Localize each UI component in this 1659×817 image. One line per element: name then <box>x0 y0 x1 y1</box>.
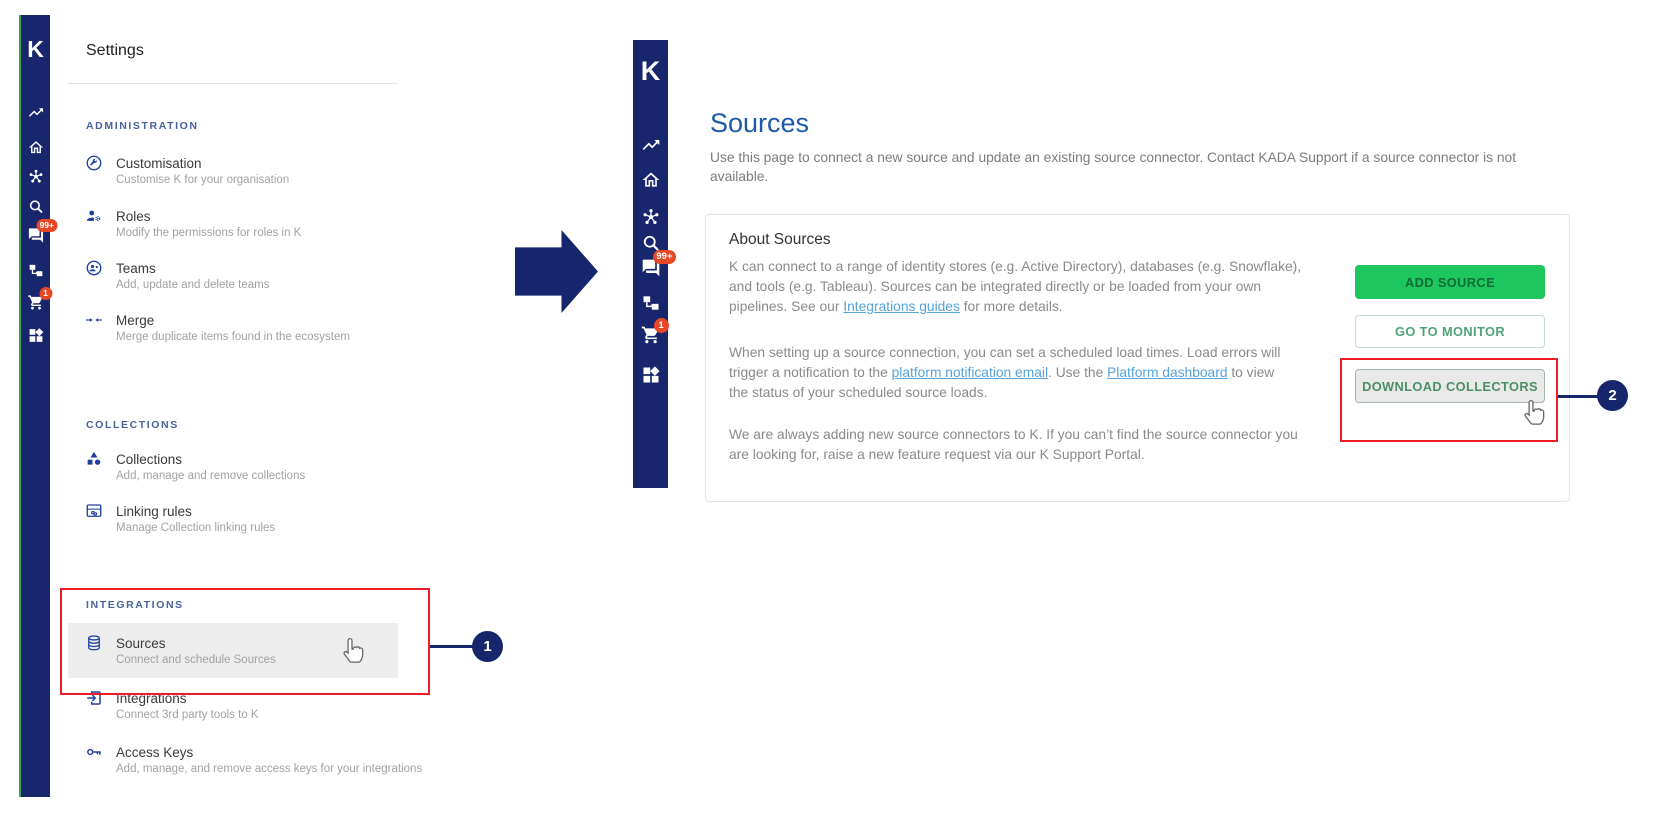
search-icon[interactable] <box>27 198 44 215</box>
item-title: Collections <box>116 452 183 467</box>
cart-badge: 1 <box>654 318 669 333</box>
settings-item-roles[interactable] <box>85 209 415 249</box>
item-title: Sources <box>116 636 166 651</box>
annotation-box-step1 <box>60 588 430 695</box>
trending-up-icon[interactable] <box>641 135 661 155</box>
item-subtitle: Connect 3rd party tools to K <box>116 709 259 721</box>
cart-badge: 1 <box>39 287 52 300</box>
item-title: Linking rules <box>116 504 192 519</box>
cart-icon[interactable] <box>641 319 664 345</box>
item-title: Teams <box>116 261 156 276</box>
hierarchy-icon[interactable] <box>641 293 661 313</box>
settings-item-merge[interactable] <box>85 313 415 353</box>
item-subtitle: Customise K for your organisation <box>116 174 290 186</box>
card-paragraph-line: We are always adding new source connectors to K. If you can’t find the source connector you <box>729 427 1298 442</box>
cart-icon[interactable] <box>27 288 48 311</box>
collections-icon <box>85 450 103 468</box>
section-label-integrations: INTEGRATIONS <box>86 599 184 611</box>
platform-dashboard-link[interactable]: Platform dashboard <box>1107 365 1228 380</box>
settings-item-customisation[interactable] <box>85 156 415 196</box>
item-subtitle: Modify the permissions for roles in K <box>116 227 302 239</box>
text: for more details. <box>959 299 1063 314</box>
annotation-connector-step2 <box>1558 395 1599 398</box>
trending-up-icon[interactable] <box>27 104 44 121</box>
widgets-icon[interactable] <box>27 327 44 344</box>
item-subtitle: Add, update and delete teams <box>116 279 270 291</box>
hand-cursor-icon <box>1521 398 1547 430</box>
text: . Use the <box>1048 365 1108 380</box>
card-paragraph-line: the status of your scheduled source loads. <box>729 385 988 400</box>
hub-icon[interactable] <box>27 168 44 185</box>
go-to-monitor-button[interactable]: GO TO MONITOR <box>1355 315 1545 348</box>
linking-rules-icon <box>85 502 103 520</box>
card-paragraph-line: When setting up a source connection, you can set a scheduled load times. Load errors will <box>729 345 1281 360</box>
text: trigger a notification to the <box>729 365 892 380</box>
card-paragraph-line: are looking for, raise a new feature request via our K Support Portal. <box>729 447 1145 462</box>
item-subtitle: Manage Collection linking rules <box>116 522 276 534</box>
merge-icon <box>85 311 103 329</box>
settings-item-teams[interactable] <box>85 261 415 301</box>
divider <box>68 83 398 84</box>
text: to view <box>1227 365 1275 380</box>
chat-badge: 99+ <box>653 250 675 264</box>
annotation-callout-step2: 2 <box>1597 380 1628 411</box>
access-keys-icon <box>85 743 103 761</box>
sources-page-title: Sources <box>710 108 810 138</box>
item-title: Integrations <box>116 691 187 706</box>
item-subtitle: Add, manage and remove collections <box>116 470 306 482</box>
roles-icon <box>85 207 103 225</box>
add-source-button[interactable]: ADD SOURCE <box>1355 265 1545 299</box>
kada-logo[interactable]: K <box>640 56 661 86</box>
item-subtitle: Connect and schedule Sources <box>116 654 276 666</box>
section-label-administration: ADMINISTRATION <box>86 120 199 132</box>
item-title: Roles <box>116 209 151 224</box>
text: pipelines. See our <box>729 299 844 314</box>
chat-badge: 99+ <box>37 219 57 232</box>
section-label-collections: COLLECTIONS <box>86 419 179 431</box>
chat-icon[interactable] <box>27 220 54 244</box>
sources-description-line2: available. <box>710 169 769 184</box>
settings-item-linking-rules[interactable] <box>85 504 415 544</box>
chat-icon[interactable] <box>641 251 673 278</box>
platform-notification-email-link[interactable]: platform notification email <box>891 365 1049 380</box>
sources-description-line1: Use this page to connect a new source and update an existing source connector. Contact KADA Support if a source connector is not <box>710 150 1517 165</box>
annotation-callout-step1: 1 <box>472 631 503 662</box>
item-subtitle: Add, manage, and remove access keys for your integrations <box>116 763 423 775</box>
item-title: Merge <box>116 313 155 328</box>
hub-icon[interactable] <box>641 207 661 227</box>
left-nav-rail <box>21 15 54 797</box>
card-paragraph-line: and tools (e.g. Tableau). Sources can be integrated directly or be loaded from your own <box>729 279 1262 294</box>
item-subtitle: Merge duplicate items found in the ecosystem <box>116 331 350 343</box>
flow-arrow-icon <box>515 230 598 313</box>
settings-page-title: Settings <box>86 42 144 59</box>
teams-icon <box>85 259 103 277</box>
card-paragraph-line <box>729 365 1274 380</box>
item-title: Access Keys <box>116 745 194 760</box>
card-title: About Sources <box>729 231 831 248</box>
kada-logo[interactable]: K <box>27 36 44 62</box>
home-icon[interactable] <box>27 139 44 156</box>
card-paragraph-line <box>729 299 1063 314</box>
settings-item-collections[interactable] <box>85 452 415 492</box>
hand-cursor-icon <box>340 636 366 668</box>
home-icon[interactable] <box>641 170 661 190</box>
widgets-icon[interactable] <box>641 365 661 385</box>
download-collectors-button[interactable]: DOWNLOAD COLLECTORS <box>1355 369 1545 403</box>
integrations-guides-link[interactable]: Integrations guides <box>843 299 960 314</box>
annotation-connector-step1 <box>430 645 474 648</box>
hierarchy-icon[interactable] <box>27 262 44 279</box>
right-nav-rail <box>633 40 673 488</box>
item-title: Customisation <box>116 156 202 171</box>
card-paragraph-line: K can connect to a range of identity stores (e.g. Active Directory), databases (e.g. Snowflake), <box>729 259 1302 274</box>
settings-item-access-keys[interactable] <box>85 745 423 785</box>
customisation-icon <box>85 154 103 172</box>
settings-item-integrations[interactable] <box>85 691 415 731</box>
